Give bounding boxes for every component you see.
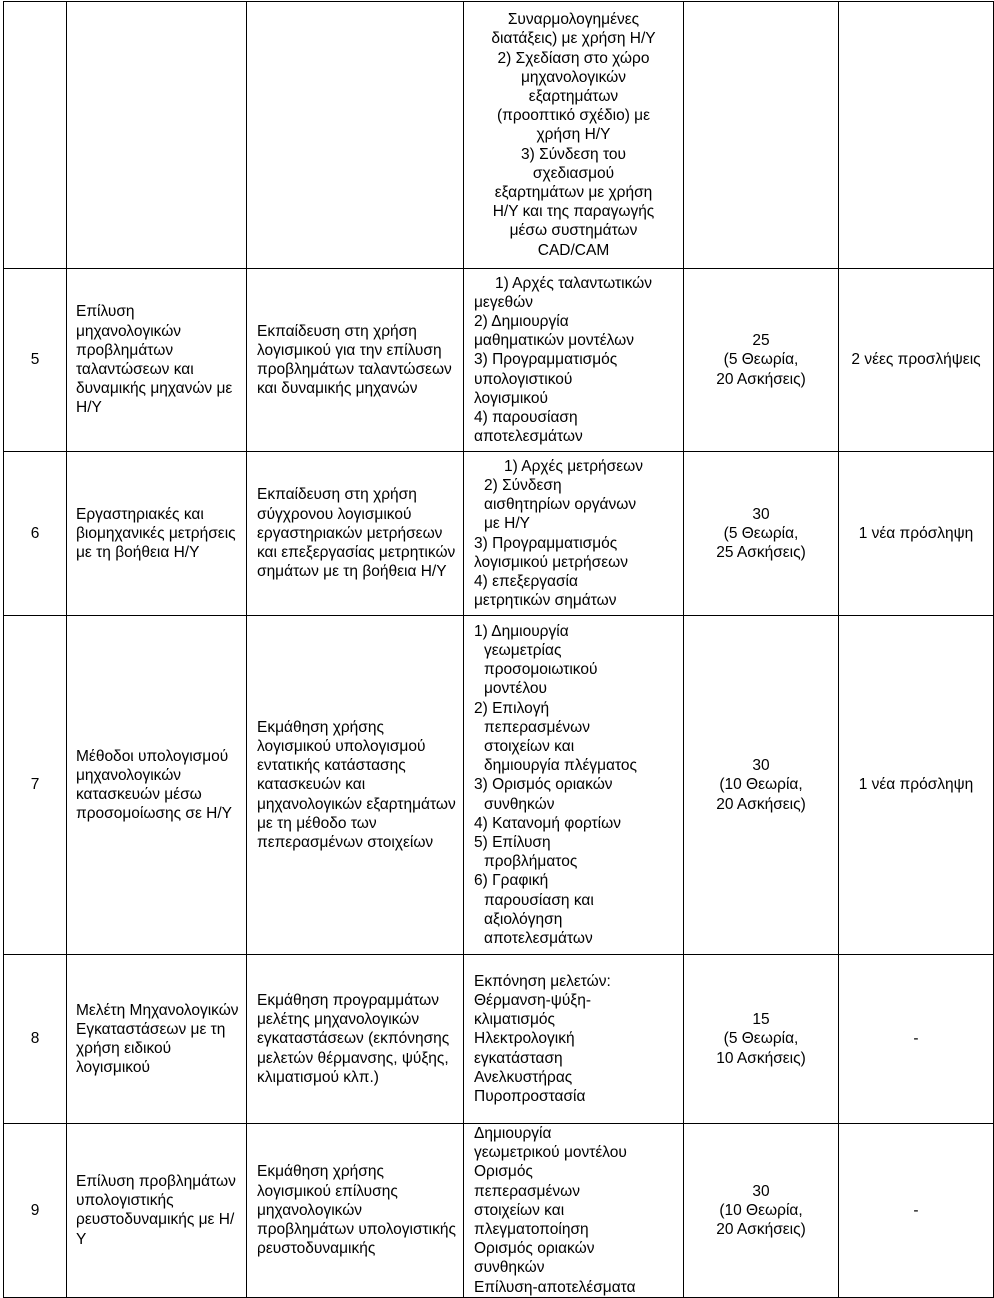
content-line: λογισμικού: [474, 389, 548, 407]
content-line: διατάξεις) με χρήση Η/Υ: [491, 30, 656, 48]
content-line: αποτελεσμάτων: [484, 930, 593, 948]
course-content: [464, 452, 684, 616]
content-line: σχεδιασμού: [532, 164, 615, 182]
course-hours: [684, 269, 839, 452]
content-line: 4) παρουσίαση: [474, 409, 578, 426]
staff-hiring: 2 νέες προσλήψεις: [839, 269, 994, 452]
content-line: Επίλυση-αποτελέσματα: [474, 1278, 636, 1296]
content-line: Ορισμός οριακών: [474, 1240, 595, 1258]
row-number: 5: [4, 269, 67, 452]
content-line: 1) Αρχές μετρήσεων: [504, 457, 643, 475]
content-line: 3) Προγραμματισμός: [474, 534, 618, 552]
content-line: μηχανολογικών: [520, 68, 627, 86]
row-number: [4, 2, 67, 269]
content-line: 2) Δημιουργία: [474, 312, 569, 330]
course-title: Μελέτη Μηχανολογικών Εγκαταστάσεων με τη χρήση ειδικού λογισμικού: [67, 955, 247, 1124]
course-description: Εκμάθηση χρήσης λογισμικού υπολογισμού εντατικής κατάστασης κατασκευών και μηχανολογικών εξαρτημάτων με τη μέθοδο των πεπερασμένων στοιχείων: [247, 616, 464, 955]
content-line: Ανελκυστήρας: [474, 1068, 573, 1086]
content-line: CAD/CAM: [537, 241, 610, 259]
table-row: [4, 269, 994, 452]
course-content: [464, 269, 684, 452]
content-line: Δημιουργία: [474, 1125, 552, 1142]
content-line: Ηλεκτρολογική: [474, 1030, 575, 1048]
content-line: χρήση Η/Υ: [536, 126, 611, 144]
course-content: [464, 955, 684, 1124]
content-line: συνθηκών: [474, 1259, 545, 1277]
row-number: 9: [4, 1124, 67, 1298]
staff-hiring: -: [839, 1124, 994, 1298]
content-line: Ορισμός: [474, 1163, 533, 1181]
content-line: 4) Κατανομή φορτίων: [474, 814, 621, 832]
content-line: δημιουργία πλέγματος: [484, 757, 637, 775]
row-number: 7: [4, 616, 67, 955]
course-description: Εκπαίδευση στη χρήση σύγχρονου λογισμικού εργαστηριακών μετρήσεων και επεξεργασίας μετρητικών σημάτων με τη βοήθεια Η/Υ: [247, 452, 464, 616]
course-description: Εκπαίδευση στη χρήση λογισμικού για την επίλυση προβλημάτων ταλαντώσεων και δυναμικής μηχανών: [247, 269, 464, 452]
content-line: πεπερασμένων: [474, 1182, 580, 1200]
row-number: 6: [4, 452, 67, 616]
course-title: Επίλυση μηχανολογικών προβλημάτων ταλαντώσεων και δυναμικής μηχανών με Η/Υ: [67, 269, 247, 452]
content-line: προβλήματος: [484, 853, 578, 871]
content-line: υπολογιστικού: [474, 370, 573, 388]
staff-hiring: 1 νέα πρόσληψη: [839, 452, 994, 616]
content-line: προσομοιωτικού: [484, 661, 598, 679]
content-line: συνθηκών: [484, 795, 555, 813]
course-content: [464, 1124, 684, 1298]
course-title: Εργαστηριακές και βιομηχανικές μετρήσεις με τη βοήθεια Η/Υ: [67, 452, 247, 616]
content-line: γεωμετρίας: [484, 641, 562, 659]
content-line: Θέρμανση-ψύξη-: [474, 991, 592, 1009]
row-number: 8: [4, 955, 67, 1124]
table-row: [4, 616, 994, 955]
content-line: εξαρτημάτων: [528, 87, 619, 105]
course-description: Εκμάθηση προγραμμάτων μελέτης μηχανολογικών εγκαταστάσεων (εκπόνησης μελετών θέρμανσης, ψύξης, κλιματισμού κλπ.): [247, 955, 464, 1124]
content-line: μέσω συστημάτων: [509, 222, 638, 240]
content-line: πεπερασμένων: [484, 718, 590, 736]
content-line: Η/Υ και της παραγωγής: [492, 203, 655, 221]
hours-text: 30 (10 Θεωρία, 20 Ασκήσεις): [716, 757, 806, 813]
table-row: [4, 452, 994, 616]
staff-hiring: 1 νέα πρόσληψη: [839, 616, 994, 955]
content-line: 3) Προγραμματισμός: [474, 351, 618, 369]
course-content: [464, 616, 684, 955]
content-line: στοιχείων και: [474, 1201, 565, 1219]
course-content: [464, 2, 684, 269]
content-line: με Η/Υ: [484, 515, 530, 533]
staff-hiring: [839, 2, 994, 269]
content-line: 2) Επιλογή: [474, 699, 550, 717]
table-row: [4, 2, 994, 269]
courses-table: [3, 1, 994, 1298]
content-line: στοιχείων και: [484, 737, 575, 755]
hours-text: 30 (5 Θεωρία, 25 Ασκήσεις): [716, 505, 806, 562]
content-line: μοντέλου: [484, 680, 547, 698]
content-line: 3) Ορισμός οριακών: [474, 776, 613, 794]
course-description: Εκμάθηση χρήσης λογισμικού επίλυσης μηχανολογικών προβλημάτων υπολογιστικής ρευστοδυναμικής: [247, 1124, 464, 1298]
hours-text: 15 (5 Θεωρία, 10 Ασκήσεις): [716, 1011, 806, 1067]
course-hours: [684, 955, 839, 1124]
content-line: μαθηματικών μοντέλων: [474, 332, 635, 350]
content-line: (προοπτικό σχέδιο) με: [496, 107, 651, 125]
course-hours: [684, 616, 839, 955]
content-line: γεωμετρικού μοντέλου: [474, 1144, 627, 1162]
course-title: Επίλυση προβλημάτων υπολογιστικής ρευστοδυναμικής με Η/Υ: [67, 1124, 247, 1298]
course-hours: [684, 452, 839, 616]
content-line: αποτελεσμάτων: [474, 428, 583, 446]
content-line: 2) Σύνδεση: [484, 476, 562, 494]
course-hours: [684, 2, 839, 269]
hours-text: 25 (5 Θεωρία, 20 Ασκήσεις): [716, 332, 806, 388]
content-line: πλεγματοποίηση: [474, 1221, 589, 1239]
course-description: [247, 2, 464, 269]
course-title: Μέθοδοι υπολογισμού μηχανολογικών κατασκευών μέσω προσομοίωσης σε Η/Υ: [67, 616, 247, 955]
hours-text: 30 (10 Θεωρία, 20 Ασκήσεις): [716, 1182, 806, 1239]
table-row: [4, 955, 994, 1124]
content-line: μετρητικών σημάτων: [474, 592, 617, 610]
content-line: Πυροπροστασία: [474, 1088, 586, 1105]
table-row: [4, 1124, 994, 1298]
course-hours: [684, 1124, 839, 1298]
content-line: αξιολόγηση: [484, 910, 563, 928]
content-line: 3) Σύνδεση του: [521, 145, 626, 163]
course-title: [67, 2, 247, 269]
content-line: παρουσίαση και: [484, 891, 594, 909]
content-line: 5) Επίλυση: [474, 834, 551, 851]
content-line: 6) Γραφική: [474, 872, 549, 890]
content-line: κλιματισμός: [474, 1011, 555, 1029]
content-line: αισθητηρίων οργάνων: [484, 496, 637, 514]
content-line: εγκατάσταση: [474, 1049, 563, 1067]
content-line: 1) Αρχές ταλαντωτικών: [494, 274, 653, 292]
staff-hiring: -: [839, 955, 994, 1124]
content-line: 4) επεξεργασία: [474, 572, 578, 590]
content-line: εξαρτημάτων με χρήση: [494, 184, 653, 201]
content-line: Συναρμολογημένες: [507, 11, 640, 29]
content-line: μεγεθών: [474, 293, 533, 311]
content-line: 1) Δημιουργία: [474, 622, 569, 640]
content-line: Εκπόνηση μελετών:: [474, 972, 611, 990]
content-line: 2) Σχεδίαση στο χώρο: [497, 49, 650, 67]
content-line: λογισμικού μετρήσεων: [474, 553, 628, 571]
